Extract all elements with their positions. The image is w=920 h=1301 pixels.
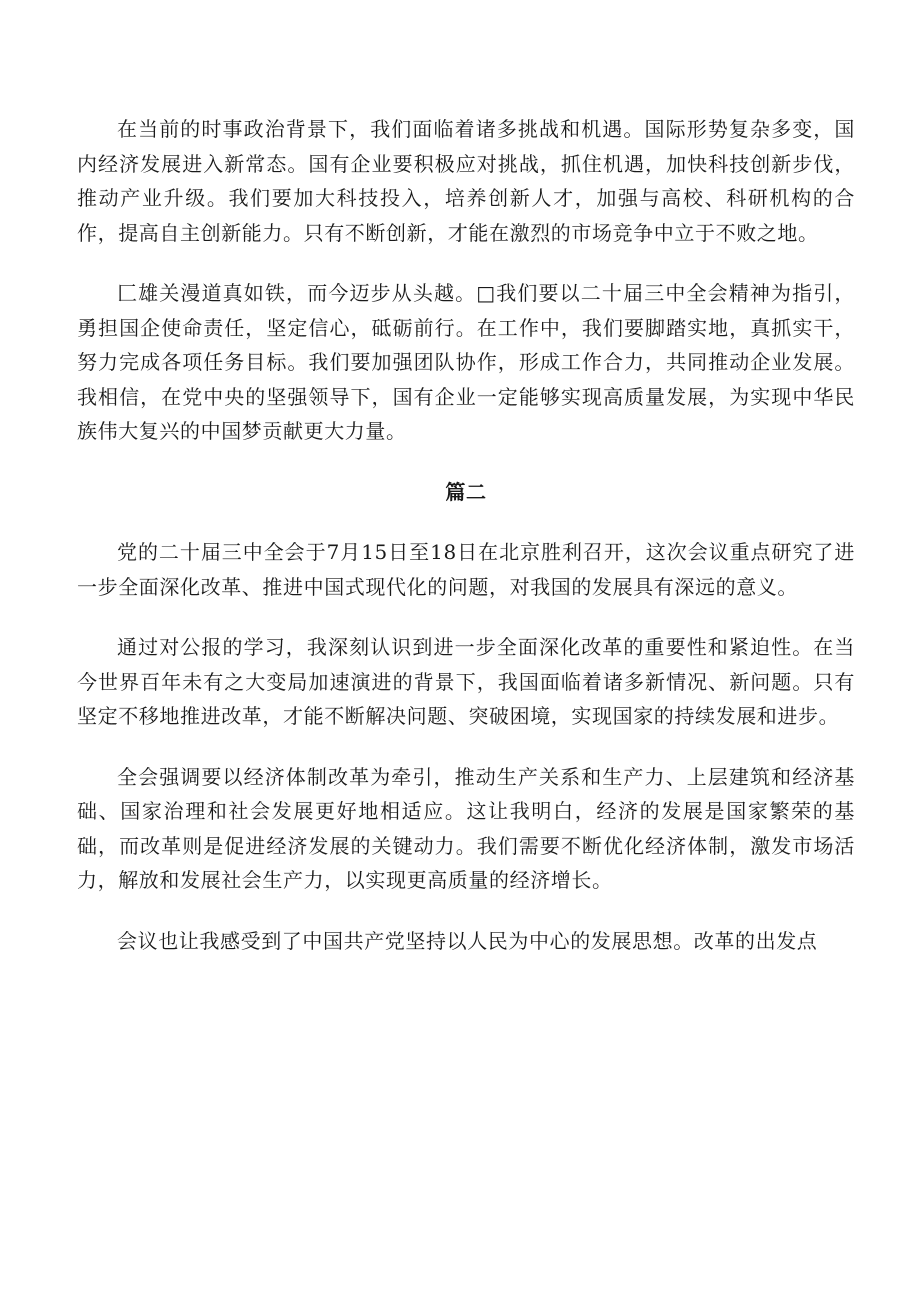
paragraph-challenges: 在当前的时事政治背景下，我们面临着诸多挑战和机遇。国际形势复杂多变，国内经济发展进入新常态。国有企业要积极应对挑战，抓住机遇，加快科技创新步伐，推动产业升级。我们要加大科技投入，培养创新人才，加强与高校、科研机构的合作，提高自主创新能力。只有不断创新，才能在激烈的市场竞争中立于不败之地。 [77, 117, 855, 245]
paragraph-resolve: 匚雄关漫道真如铁，而今迈步从头越。□我们要以二十届三中全会精神为指引，勇担国企使命责任，坚定信心，砥砺前行。在工作中，我们要脚踏实地，真抓实干，努力完成各项任务目标。我们要加强团队协作，形成工作合力，共同推动企业发展。我相信，在党中央的坚强领导下，国有企业一定能够实现高质量发展，为实现中华民族伟大复兴的中国梦贡献更大力量。 [77, 281, 855, 443]
paragraph-plenum: 党的二十届三中全会于7月15日至18日在北京胜利召开，这次会议重点研究了进一步全面深化改革、推进中国式现代化的问题，对我国的发展具有深远的意义。 [77, 540, 855, 599]
paragraph-people-centered: 会议也让我感受到了中国共产党坚持以人民为中心的发展思想。改革的出发点 [117, 928, 818, 953]
paragraph-economic-reform: 全会强调要以经济体制改革为牵引，推动生产关系和生产力、上层建筑和经济基础、国家治理和社会发展更好地相适应。这让我明白，经济的发展是国家繁荣的基础，而改革则是促进经济发展的关键动力。我们需要不断优化经济体制，激发市场活力，解放和发展社会生产力，以实现更高质量的经济增长。 [77, 764, 855, 892]
section-heading: 篇二 [445, 479, 487, 504]
document-page [77, 112, 855, 984]
paragraph-communique: 通过对公报的学习，我深刻认识到进一步全面深化改革的重要性和紧迫性。在当今世界百年未有之大变局加速演进的背景下，我国面临着诸多新情况、新问题。只有坚定不移地推进改革，才能不断解决问题、突破困境，实现国家的持续发展和进步。 [77, 635, 855, 728]
